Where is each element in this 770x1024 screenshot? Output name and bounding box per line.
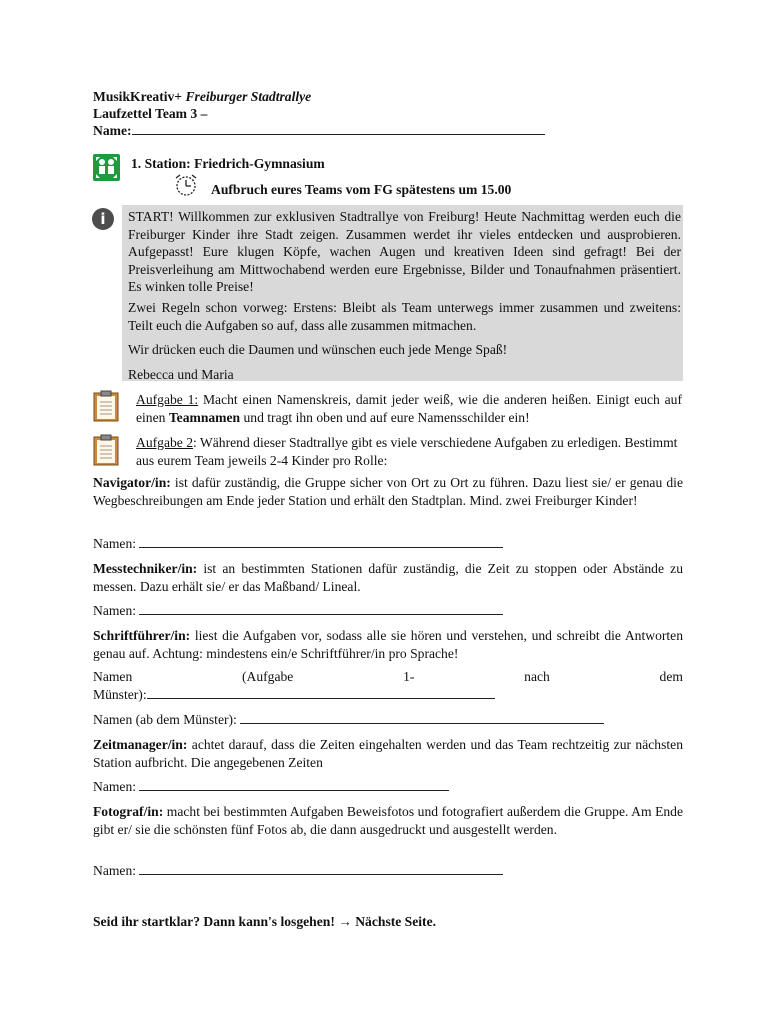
footer-next-page: Seid ihr startklar? Dann kann's losgehen! → Nächste Seite. <box>93 914 437 929</box>
intro-paragraph-welcome: START! Willkommen zur exklusiven Stadtrallye von Freiburg! Heute Nachmittag werden euch die Freiburger Kinder ihre Stadt zeigen. Zusammen werdet ihr vieles entdecken und ausprobieren. Aufgepasst! Eure klugen Köpfe, wachen Augen und kreativen Ideen sind gefragt! Bei der Preisverleihung am Mittwochabend werden eure Ergebnisse, Bilder und Tonaufnahmen präsentiert. Es winken tolle Preise! <box>128 209 681 294</box>
fotograf-name-field: Namen: <box>93 862 503 879</box>
station-title: 1. Station: Friedrich-Gymnasium <box>131 156 325 171</box>
group-people-icon <box>93 154 120 181</box>
departure-time: Aufbruch eures Teams vom FG spätestens um 15.00 <box>211 182 512 197</box>
role-fotograf: Fotograf/in: macht bei bestimmten Aufgaben Beweisfotos und fotografiert außerdem die Gruppe. Am Ende gibt er/ sie die schönsten fünf Fotos ab, die dann ausgedruckt und ausgestellt werden. <box>93 804 683 837</box>
role-navigator: Navigator/in: ist dafür zuständig, die Gruppe sicher von Ort zu Ort zu führen. Dazu liest sie/ er genau die Wegbeschreibungen am Ende jeder Station und erhält den Stadtplan. Mind. zwei Freiburger Kinder! <box>93 475 683 508</box>
intro-signature: Rebecca und Maria <box>128 367 234 382</box>
clipboard-icon <box>93 390 119 422</box>
schriftfuehrer-name-field-1: Namen (Aufgabe 1- nach dem <box>93 669 683 684</box>
header-team: Laufzettel Team 3 – <box>93 106 208 121</box>
messtechniker-name-field: Namen: <box>93 602 503 619</box>
header-name-field: Name: <box>93 122 545 139</box>
role-schriftfuehrer: Schriftführer/in: liest die Aufgaben vor, sodass alle sie hören und verstehen, und schreibt die Antworten genau auf. Achtung: mindestens ein/e Schriftführer/in pro Sprache! <box>93 628 683 661</box>
alarm-clock-icon <box>172 173 200 197</box>
task-2-text: Aufgabe 2: Während dieser Stadtrallye gibt es viele verschiedene Aufgaben zu erledigen. Bestimmt aus eurem Team jeweils 2-4 Kinder pro Rolle: <box>136 435 678 468</box>
intro-paragraph-rules: Zwei Regeln schon vorweg: Erstens: Bleibt als Team unterwegs immer zusammen und zweitens: Teilt euch die Aufgaben so auf, dass alle zusammen mitmachen. <box>128 300 681 333</box>
role-zeitmanager: Zeitmanager/in: achtet darauf, dass die Zeiten eingehalten werden und das Team rechtzeitig zur nächsten Station aufbricht. Die angegebenen Zeiten <box>93 737 683 770</box>
info-icon: i <box>92 208 114 230</box>
task-1-text: Aufgabe 1: Macht einen Namenskreis, damit jeder weiß, wie die anderen heißen. Einigt euch auf einen Teamnamen und tragt ihn oben und auf eure Namensschilder ein! <box>136 392 682 425</box>
intro-paragraph-wishes: Wir drücken euch die Daumen und wünschen euch jede Menge Spaß! <box>128 342 508 357</box>
role-messtechniker: Messtechniker/in: ist an bestimmten Stationen dafür zuständig, die Zeit zu stoppen oder Abstände zu messen. Dazu erhält sie/ er das Maßband/ Lineal. <box>93 561 683 594</box>
document-header <box>93 88 545 139</box>
clipboard-icon <box>93 434 119 466</box>
schriftfuehrer-name-field-1-line: Münster): <box>93 686 495 703</box>
navigator-name-field: Namen: <box>93 535 503 552</box>
header-title: MusikKreativ+ Freiburger Stadtrallye <box>93 89 312 104</box>
zeitmanager-name-field: Namen: <box>93 778 449 795</box>
schriftfuehrer-name-field-2: Namen (ab dem Münster): <box>93 711 604 728</box>
